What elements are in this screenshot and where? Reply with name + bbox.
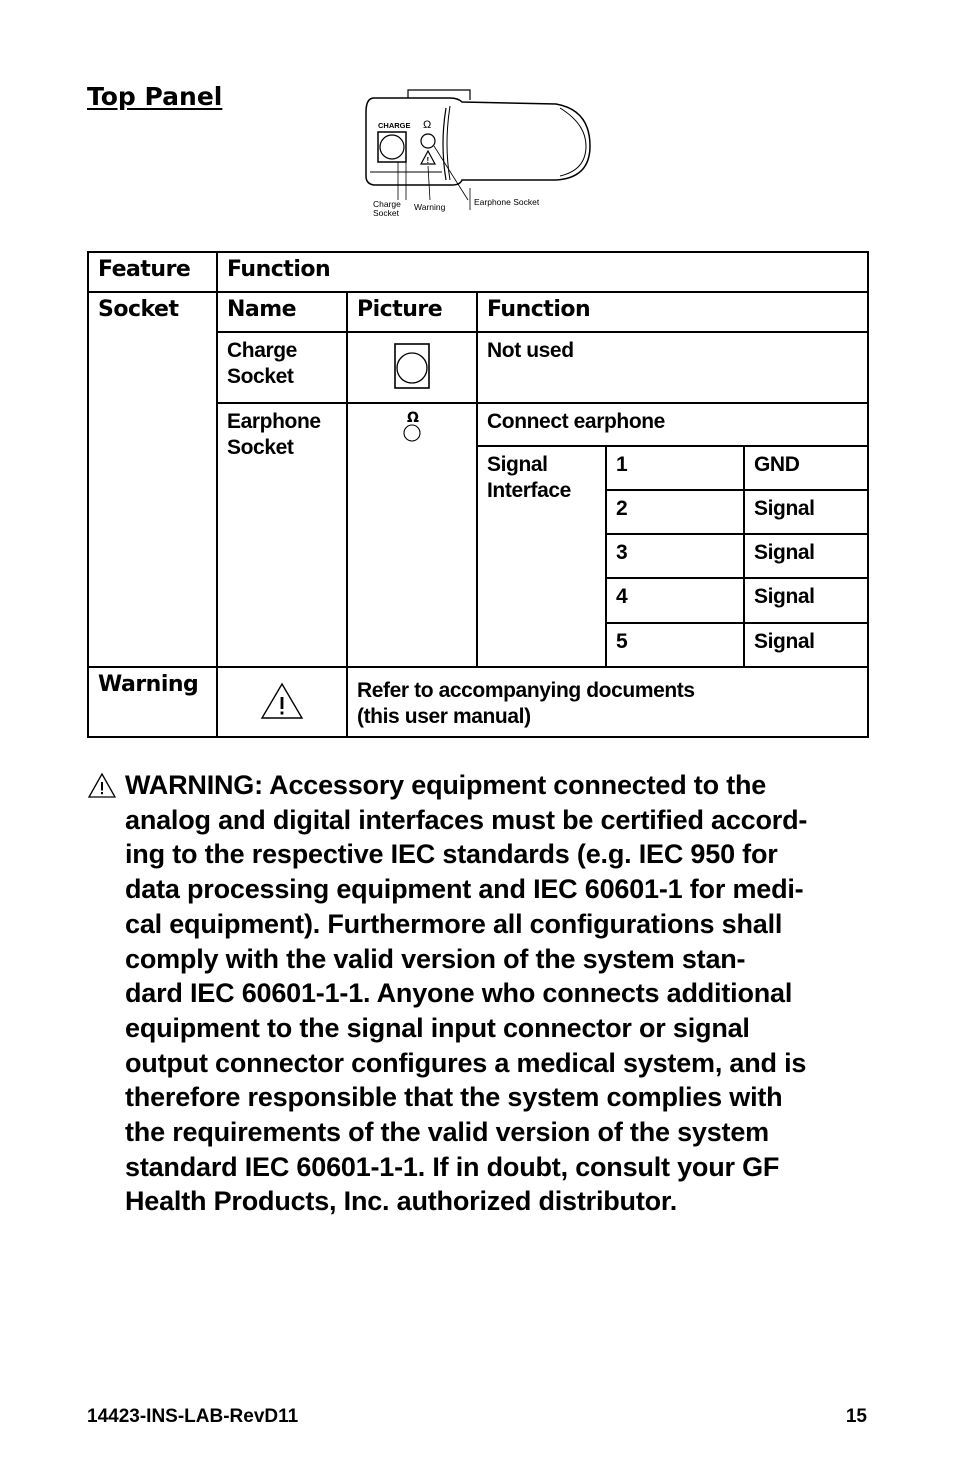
footer-page-number: 15	[845, 1406, 867, 1427]
warning-triangle-icon	[259, 681, 305, 721]
top-panel-diagram	[360, 88, 600, 223]
warning-picture	[217, 667, 347, 737]
warning-paragraph	[125, 768, 875, 1219]
label-socket: Socket	[88, 292, 217, 667]
charge-socket-function: Not used	[477, 332, 868, 403]
warning-line: therefore responsible that the system complies with	[125, 1082, 783, 1113]
earphone-name-line1: Earphone	[227, 410, 321, 433]
pin-number: 4	[606, 578, 744, 623]
callout-warning: Warning	[414, 202, 446, 212]
warning-line: equipment to the signal input connector or signal	[125, 1012, 750, 1043]
warning-triangle-icon	[87, 772, 117, 800]
warning-function	[347, 667, 868, 737]
header-picture: Picture	[347, 292, 477, 332]
warning-line: dard IEC 60601-1-1. Anyone who connects additional	[125, 978, 793, 1009]
warning-line: WARNING: Accessory equipment connected to the	[125, 770, 767, 800]
warning-line: analog and digital interfaces must be certified accord-	[125, 804, 808, 835]
warning-line: the requirements of the valid version of the system	[125, 1117, 769, 1148]
panel-charge-label: CHARGE	[378, 121, 411, 130]
header-function-sub: Function	[477, 292, 868, 332]
callout-charge-line2: Socket	[373, 208, 399, 218]
charge-socket-picture	[347, 332, 477, 403]
footer-doc-id: 14423-INS-LAB-RevD11	[87, 1406, 299, 1427]
top-panel-table	[87, 251, 869, 738]
pin-signal: GND	[744, 446, 868, 490]
square-socket-icon	[392, 341, 432, 391]
charge-socket-name	[217, 332, 347, 403]
earphone-symbol-icon: Ω	[423, 119, 432, 131]
warning-line: data processing equipment and IEC 60601-1 for medi-	[125, 874, 804, 905]
pin-signal: Signal	[744, 623, 868, 667]
earphone-socket-name	[217, 403, 347, 667]
warning-line: comply with the valid version of the system stan-	[125, 943, 746, 974]
warning-line: standard IEC 60601-1-1. If in doubt, consult your GF	[125, 1151, 780, 1182]
header-name: Name	[217, 292, 347, 332]
device-top-view	[360, 88, 600, 223]
earphone-socket-picture	[347, 403, 477, 667]
pin-number: 2	[606, 490, 744, 534]
charge-name-line1: Charge	[227, 339, 297, 362]
warning-line: ing to the respective IEC standards (e.g. IEC 950 for	[125, 839, 778, 870]
pin-signal: Signal	[744, 490, 868, 534]
pin-number: 5	[606, 623, 744, 667]
charge-name-line2: Socket	[227, 365, 294, 388]
warning-line: cal equipment). Furthermore all configurations shall	[125, 908, 783, 939]
warning-line: output connector configures a medical system, and is	[125, 1047, 807, 1078]
signal-line1: Signal	[487, 453, 548, 476]
pin-number: 3	[606, 534, 744, 578]
page-heading: Top Panel	[87, 82, 223, 111]
headphone-omega-icon	[399, 409, 425, 443]
header-feature: Feature	[88, 252, 217, 292]
warning-line: Health Products, Inc. authorized distributor.	[125, 1186, 678, 1217]
warning-ref-line2: (this user manual)	[357, 705, 531, 728]
callout-charge-line1: Charge	[373, 199, 401, 209]
warning-ref-line1: Refer to accompanying documents	[357, 679, 695, 702]
earphone-name-line2: Socket	[227, 436, 294, 459]
pin-signal: Signal	[744, 534, 868, 578]
header-function: Function	[217, 252, 868, 292]
pin-number: 1	[606, 446, 744, 490]
pin-signal: Signal	[744, 578, 868, 623]
signal-interface	[477, 446, 606, 667]
signal-line2: Interface	[487, 479, 571, 502]
svg-text:!: !	[426, 156, 430, 165]
callout-earphone-socket: Earphone Socket	[474, 197, 540, 207]
label-warning: Warning	[88, 667, 217, 737]
earphone-socket-function: Connect earphone	[477, 403, 868, 446]
svg-text:Ω: Ω	[407, 410, 419, 426]
